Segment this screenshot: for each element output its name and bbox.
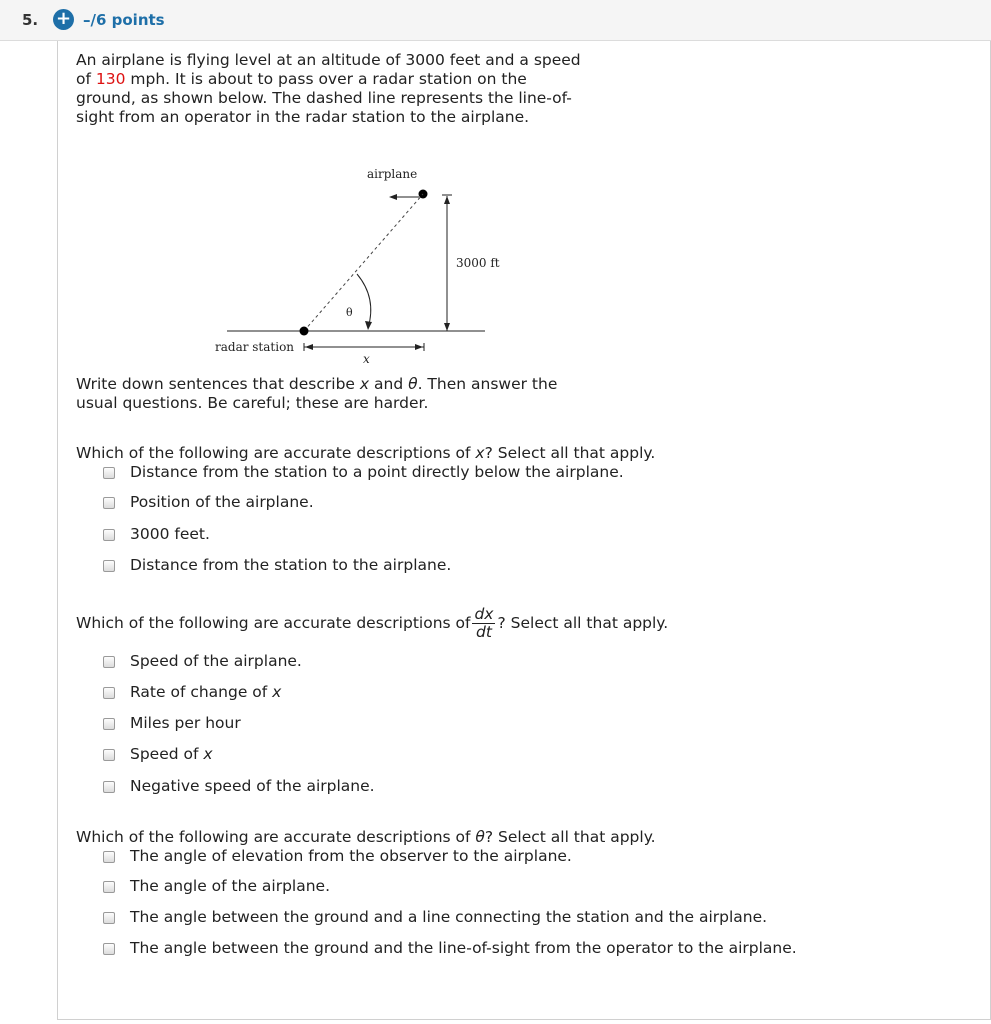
q1-prompt-post: ? Select all that apply. bbox=[484, 444, 656, 462]
q3-option-4[interactable] bbox=[103, 939, 797, 958]
q3-option-1[interactable] bbox=[103, 847, 572, 866]
q2-option-3[interactable] bbox=[103, 714, 241, 733]
q2-option-2[interactable] bbox=[103, 683, 281, 702]
x-arrow-left bbox=[305, 344, 313, 350]
altitude-label: 3000 ft bbox=[456, 256, 500, 270]
q2-prompt-post: ? Select all that apply. bbox=[497, 614, 669, 632]
intro-line-3: ground, as shown below. The dashed line represents the line-of- bbox=[76, 89, 572, 107]
q2-option-2-label: Rate of change of bbox=[130, 683, 273, 701]
q2-option-3-label: Miles per hour bbox=[130, 714, 241, 732]
question-header bbox=[0, 0, 991, 41]
instructions-var-x: x bbox=[359, 375, 370, 393]
fraction-numerator: dx bbox=[474, 605, 494, 623]
q1-option-4-label: Distance from the station to the airplane. bbox=[130, 556, 452, 574]
q2-option-4-checkbox[interactable] bbox=[103, 749, 115, 761]
speed-value: 130 bbox=[95, 70, 126, 88]
q1-option-4[interactable] bbox=[103, 556, 451, 575]
q3-option-4-checkbox[interactable] bbox=[103, 943, 115, 955]
q1-option-3[interactable] bbox=[103, 525, 210, 544]
instructions-var-theta: θ bbox=[408, 375, 418, 393]
instructions bbox=[76, 375, 557, 413]
theta-label: θ bbox=[346, 306, 353, 319]
q3-option-2[interactable] bbox=[103, 877, 330, 896]
radar-station-label: radar station bbox=[215, 340, 295, 354]
theta-arc-arrowhead bbox=[365, 321, 372, 330]
q1-option-1[interactable] bbox=[103, 463, 624, 482]
q3-option-3[interactable] bbox=[103, 908, 767, 927]
q2-option-2-checkbox[interactable] bbox=[103, 687, 115, 699]
q3-prompt bbox=[76, 828, 656, 847]
radar-diagram bbox=[205, 160, 505, 370]
q2-prompt-pre: Which of the following are accurate descriptions of bbox=[76, 614, 471, 632]
q1-option-1-label: Distance from the station to a point directly below the airplane. bbox=[130, 463, 624, 481]
q3-prompt-pre: Which of the following are accurate descriptions of bbox=[76, 828, 476, 846]
q1-option-2-checkbox[interactable] bbox=[103, 497, 115, 509]
q2-option-5[interactable] bbox=[103, 777, 375, 796]
instructions-line-1-post: . Then answer the bbox=[417, 375, 558, 393]
q1-prompt-var: x bbox=[475, 444, 485, 462]
q3-option-1-label: The angle of elevation from the observer to the airplane. bbox=[130, 847, 572, 865]
q3-option-1-checkbox[interactable] bbox=[103, 851, 115, 863]
q1-option-1-checkbox[interactable] bbox=[103, 467, 115, 479]
q1-option-3-checkbox[interactable] bbox=[103, 529, 115, 541]
instructions-line-2: usual questions. Be careful; these are harder. bbox=[76, 394, 429, 412]
altitude-arrow-bottom bbox=[444, 323, 450, 331]
dx-dt-fraction bbox=[472, 606, 495, 641]
q1-option-4-checkbox[interactable] bbox=[103, 560, 115, 572]
q1-option-3-label: 3000 feet. bbox=[130, 525, 210, 543]
altitude-arrow-top bbox=[444, 196, 450, 204]
fraction-denominator: dt bbox=[476, 623, 492, 641]
q3-prompt-post: ? Select all that apply. bbox=[484, 828, 656, 846]
x-arrow-right bbox=[415, 344, 423, 350]
q3-option-2-label: The angle of the airplane. bbox=[130, 877, 331, 895]
problem-statement bbox=[76, 51, 676, 127]
intro-line-2-post: mph. It is about to pass over a radar station on the bbox=[125, 70, 527, 88]
question-number: 5. bbox=[22, 11, 39, 29]
q2-option-1-checkbox[interactable] bbox=[103, 656, 115, 668]
radar-station-dot bbox=[300, 327, 309, 336]
airplane-direction-arrowhead bbox=[389, 194, 397, 200]
theta-arc bbox=[357, 274, 371, 328]
q3-option-3-label: The angle between the ground and a line connecting the station and the airplane. bbox=[130, 908, 768, 926]
q1-option-2-label: Position of the airplane. bbox=[130, 493, 314, 511]
q2-option-5-checkbox[interactable] bbox=[103, 781, 115, 793]
intro-line-2-pre: of bbox=[76, 70, 96, 88]
q2-option-4[interactable] bbox=[103, 745, 213, 764]
q3-prompt-var: θ bbox=[475, 828, 485, 846]
q2-option-4-var: x bbox=[203, 745, 213, 763]
q2-option-2-var: x bbox=[272, 683, 282, 701]
q2-option-3-checkbox[interactable] bbox=[103, 718, 115, 730]
q2-option-1-label: Speed of the airplane. bbox=[130, 652, 302, 670]
points-label: –/6 points bbox=[83, 11, 165, 29]
airplane-label: airplane bbox=[367, 167, 418, 181]
q1-prompt bbox=[76, 444, 655, 463]
q3-option-4-label: The angle between the ground and the line-of-sight from the operator to the airplane. bbox=[130, 939, 797, 957]
line-of-sight-dashed bbox=[304, 194, 423, 331]
q2-option-1[interactable] bbox=[103, 652, 302, 671]
instructions-and: and bbox=[369, 375, 409, 393]
q2-option-5-label: Negative speed of the airplane. bbox=[130, 777, 375, 795]
q1-prompt-pre: Which of the following are accurate descriptions of bbox=[76, 444, 476, 462]
q1-option-2[interactable] bbox=[103, 493, 314, 512]
q2-prompt bbox=[76, 606, 668, 641]
instructions-line-1-pre: Write down sentences that describe bbox=[76, 375, 360, 393]
x-label: x bbox=[363, 352, 370, 366]
intro-line-1: An airplane is flying level at an altitude of 3000 feet and a speed bbox=[76, 51, 581, 69]
q2-option-4-label: Speed of bbox=[130, 745, 204, 763]
expand-plus-icon[interactable]: + bbox=[53, 9, 74, 30]
intro-line-4: sight from an operator in the radar station to the airplane. bbox=[76, 108, 530, 126]
q3-option-3-checkbox[interactable] bbox=[103, 912, 115, 924]
q3-option-2-checkbox[interactable] bbox=[103, 881, 115, 893]
